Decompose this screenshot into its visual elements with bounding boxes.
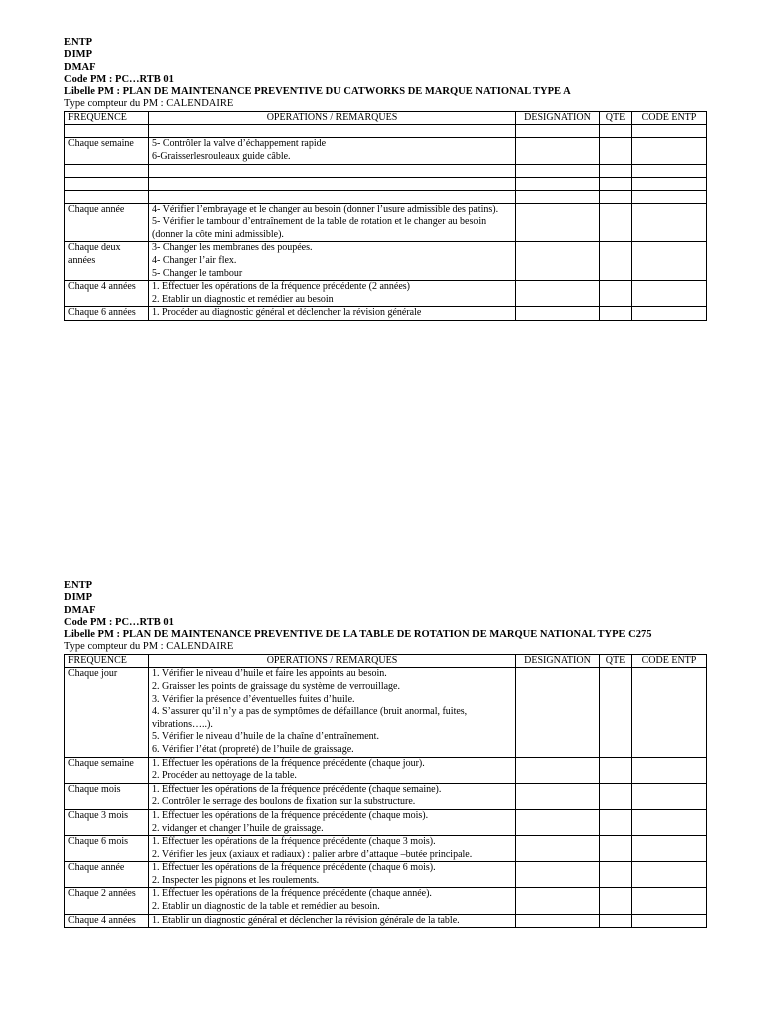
table-row: [65, 914, 707, 928]
frequence-cell: Chaque année: [65, 862, 149, 888]
operation-line: 1. Effectuer les opérations de la fréquence précédente (chaque jour).: [152, 757, 425, 769]
table-row: [65, 783, 707, 809]
col-header-designation: DESIGNATION: [516, 654, 600, 668]
qte-cell: [600, 177, 632, 190]
operations-cell: [149, 914, 516, 928]
operations-cell: [149, 809, 516, 835]
operation-line: 2. Etablir un diagnostic et remédier au besoin: [152, 293, 334, 305]
table-row: [65, 757, 707, 783]
qte-cell: [600, 783, 632, 809]
type-compteur: Type compteur du PM : CALENDAIRE: [64, 641, 234, 653]
designation-cell: [516, 203, 600, 242]
designation-cell: [516, 242, 600, 281]
frequence-cell: Chaque 6 mois: [65, 836, 149, 862]
table-row: [65, 307, 707, 321]
frequence-cell: Chaque année: [65, 203, 149, 242]
code-entp-cell: [632, 783, 707, 809]
qte-cell: [600, 668, 632, 757]
header-libelle-pm: Libelle PM : PLAN DE MAINTENANCE PREVENTIVE DU CATWORKS DE MARQUE NATIONAL TYPE A: [64, 86, 571, 98]
table-row: [65, 125, 707, 138]
code-entp-cell: [632, 757, 707, 783]
operation-line: 2. Graisser les points de graissage du système de verrouillage.: [152, 680, 400, 692]
frequence-cell: [65, 125, 149, 138]
code-entp-cell: [632, 862, 707, 888]
operations-cell: [149, 307, 516, 321]
qte-cell: [600, 307, 632, 321]
operation-line: 1. Effectuer les opérations de la fréquence précédente (chaque 6 mois).: [152, 862, 436, 874]
table-row: [65, 281, 707, 307]
operations-cell: [149, 783, 516, 809]
col-header-frequence: FREQUENCE: [65, 111, 149, 125]
designation-cell: [516, 125, 600, 138]
table-header-row: [65, 111, 707, 125]
frequence-cell: Chaque 3 mois: [65, 809, 149, 835]
frequence-cell: Chaque 2 années: [65, 888, 149, 914]
table-row: [65, 190, 707, 203]
frequence-cell: [65, 164, 149, 177]
col-header-designation: DESIGNATION: [516, 111, 600, 125]
designation-cell: [516, 177, 600, 190]
operations-cell: [149, 190, 516, 203]
code-entp-cell: [632, 836, 707, 862]
header-entp: ENTP: [64, 37, 93, 48]
designation-cell: [516, 783, 600, 809]
code-entp-cell: [632, 177, 707, 190]
qte-cell: [600, 242, 632, 281]
designation-cell: [516, 281, 600, 307]
table-row: [65, 668, 707, 757]
table-header-row: [65, 654, 707, 668]
operation-line: 2. Procéder au nettoyage de la table.: [152, 770, 297, 782]
designation-cell: [516, 862, 600, 888]
frequence-cell: Chaque semaine: [65, 757, 149, 783]
header-dimp: DIMP: [64, 592, 92, 604]
header-dimp: DIMP: [64, 49, 92, 61]
maintenance-table: [64, 111, 707, 321]
code-entp-cell: [632, 164, 707, 177]
operation-line: 4. S’assurer qu’il n’y a pas de symptômes de défaillance (bruit anormal, fuites, vibrations…..).: [152, 706, 468, 730]
operation-line: 4- Vérifier l’embrayage et le changer au besoin (donner l’usure admissible des patins).: [152, 203, 499, 215]
operation-line: 1. Effectuer les opérations de la fréquence précédente (2 années): [152, 281, 411, 293]
table-row: [65, 177, 707, 190]
frequence-cell: Chaque deux années: [65, 242, 149, 281]
col-header-qte: QTE: [600, 654, 632, 668]
operations-cell: [149, 862, 516, 888]
col-header-frequence: FREQUENCE: [65, 654, 149, 668]
frequence-cell: Chaque jour: [65, 668, 149, 757]
table-row: [65, 203, 707, 242]
operations-cell: [149, 242, 516, 281]
operations-cell: [149, 203, 516, 242]
qte-cell: [600, 914, 632, 928]
table-row: [65, 242, 707, 281]
frequence-cell: Chaque mois: [65, 783, 149, 809]
designation-cell: [516, 757, 600, 783]
header-dmaf: DMAF: [64, 604, 96, 616]
qte-cell: [600, 190, 632, 203]
operation-line: 3. Vérifier la présence d’éventuelles fuites d’huile.: [152, 693, 355, 705]
qte-cell: [600, 836, 632, 862]
qte-cell: [600, 888, 632, 914]
designation-cell: [516, 836, 600, 862]
qte-cell: [600, 125, 632, 138]
col-header-code-entp: CODE ENTP: [632, 654, 707, 668]
designation-cell: [516, 914, 600, 928]
plan-block-catworks: [64, 37, 706, 321]
col-header-operations: OPERATIONS / REMARQUES: [149, 111, 516, 125]
operation-line: 6-Graisserlesrouleaux guide câble.: [152, 150, 291, 162]
code-entp-cell: [632, 203, 707, 242]
operation-line: 5- Contrôler la valve d’échappement rapide: [152, 138, 327, 150]
frequence-cell: Chaque 4 années: [65, 914, 149, 928]
col-header-qte: QTE: [600, 111, 632, 125]
operation-line: 2. Vérifier les jeux (axiaux et radiaux) : palier arbre d’attaque –butée principale.: [152, 848, 473, 860]
code-entp-cell: [632, 914, 707, 928]
code-entp-cell: [632, 190, 707, 203]
frequence-cell: [65, 177, 149, 190]
qte-cell: [600, 164, 632, 177]
table-row: [65, 809, 707, 835]
code-entp-cell: [632, 307, 707, 321]
operations-cell: [149, 177, 516, 190]
qte-cell: [600, 862, 632, 888]
operation-line: 1. Vérifier le niveau d’huile et faire les appoints au besoin.: [152, 668, 387, 680]
header-libelle-pm: Libelle PM : PLAN DE MAINTENANCE PREVENTIVE DE LA TABLE DE ROTATION DE MARQUE NATIONAL TYPE C275: [64, 629, 652, 641]
frequence-cell: [65, 190, 149, 203]
operation-line: 1. Procéder au diagnostic général et déclencher la révision générale: [152, 307, 422, 319]
operation-line: 1. Effectuer les opérations de la fréquence précédente (chaque année).: [152, 888, 432, 900]
type-compteur: Type compteur du PM : CALENDAIRE: [64, 98, 234, 110]
frequence-cell: Chaque 6 années: [65, 307, 149, 321]
header-entp: ENTP: [64, 580, 93, 591]
operation-line: 5- Vérifier le tambour d’entraînement de la table de rotation et le changer au besoin (donner la côte mini admissible).: [152, 216, 487, 240]
operation-line: 1. Effectuer les opérations de la fréquence précédente (chaque mois).: [152, 809, 429, 821]
operations-cell: [149, 888, 516, 914]
operation-line: 6. Vérifier l’état (propreté) de l’huile de graissage.: [152, 743, 354, 755]
operation-line: 1. Effectuer les opérations de la fréquence précédente (chaque 3 mois).: [152, 836, 436, 848]
table-row: [65, 164, 707, 177]
operations-cell: [149, 164, 516, 177]
code-entp-cell: [632, 809, 707, 835]
designation-cell: [516, 307, 600, 321]
table-row: [65, 888, 707, 914]
designation-cell: [516, 190, 600, 203]
designation-cell: [516, 809, 600, 835]
operation-line: 2. Etablir un diagnostic de la table et remédier au besoin.: [152, 901, 380, 913]
table-row: [65, 836, 707, 862]
table-body: [65, 125, 707, 321]
operation-line: 2. Inspecter les pignons et les roulements.: [152, 874, 320, 886]
code-entp-cell: [632, 888, 707, 914]
operation-line: 4- Changer l’air flex.: [152, 254, 237, 266]
maintenance-table: [64, 654, 707, 928]
header-code-pm: Code PM : PC…RTB 01: [64, 73, 174, 85]
header-code-pm: Code PM : PC…RTB 01: [64, 616, 174, 628]
table-row: [65, 862, 707, 888]
code-entp-cell: [632, 242, 707, 281]
table-row: [65, 138, 707, 164]
operations-cell: [149, 836, 516, 862]
code-entp-cell: [632, 138, 707, 164]
header-dmaf: DMAF: [64, 61, 96, 73]
operation-line: 2. vidanger et changer l’huile de graissage.: [152, 822, 324, 834]
operation-line: 2. Contrôler le serrage des boulons de fixation sur la substructure.: [152, 796, 416, 808]
operation-line: 3- Changer les membranes des poupées.: [152, 242, 313, 254]
designation-cell: [516, 164, 600, 177]
frequence-cell: Chaque 4 années: [65, 281, 149, 307]
qte-cell: [600, 281, 632, 307]
designation-cell: [516, 668, 600, 757]
operation-line: 1. Etablir un diagnostic général et déclencher la révision générale de la table.: [152, 914, 460, 926]
operations-cell: [149, 138, 516, 164]
code-entp-cell: [632, 668, 707, 757]
col-header-code-entp: CODE ENTP: [632, 111, 707, 125]
col-header-operations: OPERATIONS / REMARQUES: [149, 654, 516, 668]
qte-cell: [600, 809, 632, 835]
qte-cell: [600, 138, 632, 164]
operations-cell: [149, 125, 516, 138]
operations-cell: [149, 281, 516, 307]
operations-cell: [149, 757, 516, 783]
code-entp-cell: [632, 125, 707, 138]
plan-block-table-rotation: [64, 580, 706, 928]
designation-cell: [516, 888, 600, 914]
operation-line: 5- Changer le tambour: [152, 267, 243, 279]
designation-cell: [516, 138, 600, 164]
code-entp-cell: [632, 281, 707, 307]
operations-cell: [149, 668, 516, 757]
frequence-cell: Chaque semaine: [65, 138, 149, 164]
operation-line: 1. Effectuer les opérations de la fréquence précédente (chaque semaine).: [152, 783, 442, 795]
operation-line: 5. Vérifier le niveau d’huile de la chaîne d’entraînement.: [152, 731, 379, 743]
table-body: [65, 668, 707, 928]
qte-cell: [600, 203, 632, 242]
qte-cell: [600, 757, 632, 783]
